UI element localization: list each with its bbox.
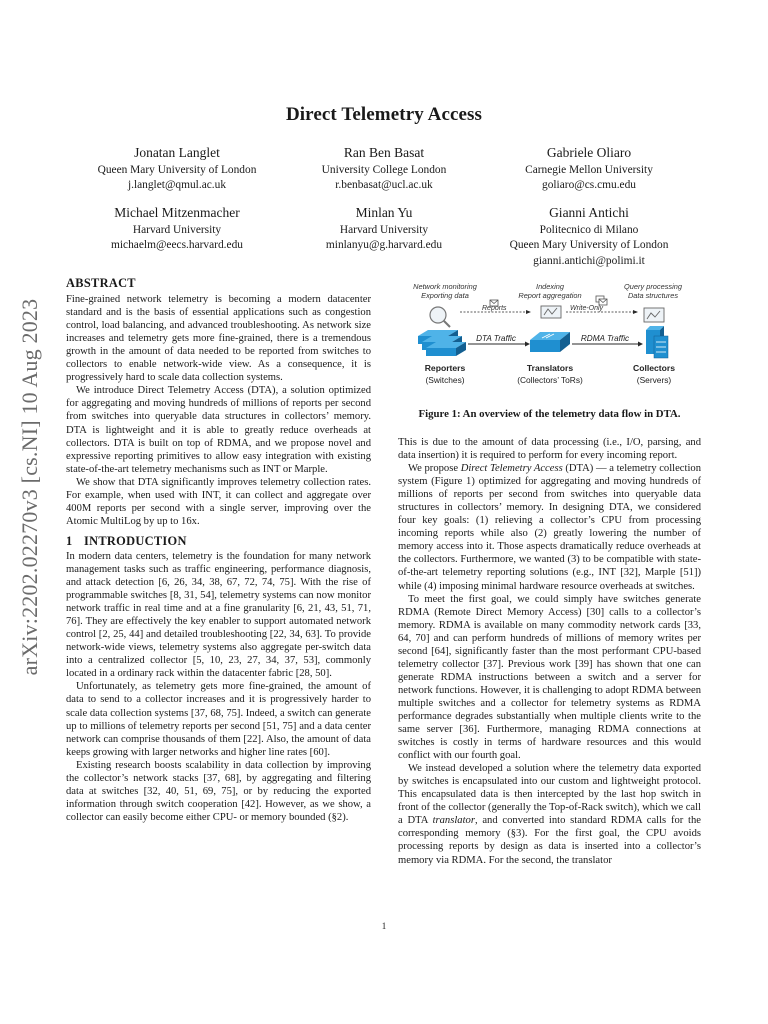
fig-label-collectors: Collectors	[632, 363, 676, 373]
arrow-head	[633, 310, 638, 314]
author-name: Jonatan Langlet	[134, 145, 220, 160]
body-paragraph	[398, 462, 701, 592]
author-email[interactable]: j.langlet@qmul.ac.uk	[127, 179, 227, 191]
section-title: INTRODUCTION	[84, 533, 187, 548]
author-2	[269, 145, 499, 194]
section-number: 1	[66, 533, 73, 548]
fig-label-reports: Reports	[482, 305, 507, 312]
author-email[interactable]: r.benbasat@ucl.ac.uk	[335, 179, 433, 191]
body-paragraph: To meet the first goal, we could simply have switches generate RDMA (Remote Direct Memory Access) [30] calls to a collector’s memory. RDMA is available on many commodity network cards [33, 64, 70] and can perform hundreds of millions of memory writes per second [64], significantly faster than the most performant CPU-based telemetry collector [37]. Previous work [39] has shown that one can generate RDMA instructions between a switch and a server for network functions. However, it is challenging to adopt RDMA between multiple switches and a collector for telemetry systems as RDMA performance degrades substantially when multiple clients write to the same server [36]. Furthermore, managing RDMA connections at switches is costly in terms of hardware resources and this would conflict with our fourth goal.	[398, 593, 701, 762]
author-affiliation: University College London	[321, 163, 447, 176]
author-name: Gabriele Oliaro	[546, 145, 632, 160]
index-rack-icon	[541, 306, 561, 318]
body-paragraph: This is due to the amount of data processing (i.e., I/O, parsing, and data insertion) it is required to perform for every incoming report.	[398, 437, 701, 462]
figure-1-diagram	[398, 280, 698, 400]
reporters-switch-stack-icon	[418, 330, 466, 356]
text-run: , and converted into standard RDMA calls for the corresponding memory (§3). For the first goal, the CPU avoids processing reports by design as data is inserted into a collector’s memory via RDMA. For the second, the translator	[398, 815, 701, 866]
intro-heading	[66, 535, 371, 548]
fig-label-rdma-traffic: RDMA Traffic	[580, 334, 630, 343]
author-5	[269, 205, 499, 254]
abstract-paragraph: We introduce Direct Telemetry Access (DTA), a solution optimized for aggregating and moving hundreds of millions of reports per second from switches into queryable data structures in collectors’ memory. DTA is lightweight and it is able to greatly reduce overheads at collectors. DTA is built on top of RDMA, and we propose novel and expressive reporting primitives to allow easy integration with existing state-of-the-art telemetry mechanisms such as INT or Marple.	[66, 385, 371, 475]
emphasis-text: translator	[432, 815, 475, 827]
fig-label-translators-sub: (Collectors’ ToRs)	[517, 375, 583, 385]
author-affiliation: Harvard University	[132, 223, 222, 236]
arrow-head	[526, 310, 531, 314]
intro-paragraph: In modern data centers, telemetry is the foundation for many network management tasks such as traffic engineering, performance diagnosis, and attack detection [6, 26, 34, 38, 67, 72, 74, 75]. With the rise of programmable switches [8, 31, 54], telemetry systems can now monitor network traffic in real time and at a fine granularity [6, 21, 43, 51, 71, 76]. They are effectively the key enabler to support automated network control [2, 25, 44] and detailed troubleshooting [22, 34, 63]. To provide network-wide views, telemetry systems also aggregate per-switch data into a centralized collector [5, 10, 23, 27, 34, 37, 53], commonly located in a ordinary rack within the datacenter fabric [28, 50].	[66, 550, 371, 680]
author-3	[474, 145, 704, 194]
text-run: We propose	[408, 463, 461, 475]
author-4	[62, 205, 292, 254]
author-1	[62, 145, 292, 194]
fig-label-reporters: Reporters	[424, 363, 466, 373]
left-column	[66, 277, 371, 824]
abstract-paragraph: Fine-grained network telemetry is becoming a modern datacenter standard and is the basis of essential applications such as congestion control, load balancing, and advanced troubleshooting. As network size increases and telemetry gets more fine-grained, there is a tremendous growth in the amount of data needed to be reported from switches to collectors to enable network-wide view. As a consequence, it is progressively hard to scale data collection systems.	[66, 294, 371, 384]
author-affiliation: Harvard University	[339, 223, 429, 236]
fig-label-indexing: Indexing	[536, 282, 564, 291]
fig-label-dta-traffic: DTA Traffic	[476, 334, 516, 343]
author-name: Ran Ben Basat	[343, 145, 425, 160]
body-paragraph	[398, 762, 701, 866]
arrow-head	[525, 342, 530, 347]
arxiv-side-label	[0, 0, 60, 1024]
fig-label-write-only: Write-Only	[570, 305, 604, 312]
abstract-heading: ABSTRACT	[66, 276, 136, 290]
text-run: (DTA) — a telemetry collection system (Figure 1) optimized for aggregating and moving hundreds of millions of reports per second from switches into queryable data structures in collectors’ memory. In designing DTA, we considered four key goals: (1) relieving a collector’s CPU from processing incoming reports while also (2) greatly lowering the number of memory access into it. Those aspects dramatically reduce overheads at the collectors. Furthermore, we wanted (3) to be compatible with state-of-the-art telemetry reporting solutions (e.g., INT [32], Marple [51]) while (4) imposing minimal hardware resource overheads at switches.	[398, 463, 701, 592]
abstract-paragraph: We show that DTA significantly improves telemetry collection rates. For example, when used with INT, it can collect and aggregate over 400M reports per second with a single server, improving over the Atomic MultiLog by up to 16x.	[66, 476, 371, 527]
arrow-head	[638, 342, 643, 347]
fig-label-aggregation: Report aggregation	[518, 291, 582, 300]
author-affiliation-secondary: Queen Mary University of London	[509, 239, 669, 251]
fig-label-collectors-sub: (Servers)	[636, 375, 672, 385]
translator-switch-icon	[530, 332, 570, 352]
author-email[interactable]: goliaro@cs.cmu.edu	[542, 179, 636, 191]
author-name: Minlan Yu	[355, 205, 413, 220]
fig-label-exporting: Exporting data	[421, 291, 469, 300]
author-name: Gianni Antichi	[549, 205, 629, 220]
author-name: Michael Mitzenmacher	[114, 205, 240, 220]
arxiv-identifier: arXiv:2202.02270v3 [cs.NI] 10 Aug 2023	[17, 298, 42, 676]
author-email[interactable]: minlanyu@g.harvard.edu	[325, 239, 443, 251]
author-affiliation: Politecnico di Milano	[539, 223, 639, 236]
collectors-server-icon	[646, 326, 668, 358]
figure-caption: Figure 1: An overview of the telemetry data flow in DTA.	[418, 408, 681, 420]
envelope-stack-icon	[596, 296, 607, 305]
fig-label-query: Query processing	[624, 282, 682, 291]
author-email[interactable]: michaelm@eecs.harvard.edu	[111, 239, 243, 251]
fig-label-monitoring: Network monitoring	[413, 282, 477, 291]
fig-label-translators: Translators	[526, 363, 574, 373]
intro-paragraph: Existing research boosts scalability in data collection by improving the collector’s network stacks [37, 68], by aggregating and filtering data at switches [32, 40, 51, 69, 75], or by reducing the exported information through switch cooperation [42]. However, as we show, a collector can easily become either CPU- or memory bounded (§2).	[66, 759, 371, 823]
right-column	[398, 436, 701, 867]
author-affiliation: Queen Mary University of London	[97, 163, 257, 176]
author-6	[474, 205, 704, 269]
data-structure-icon	[644, 308, 664, 322]
emphasis-text: Direct Telemetry Access	[460, 463, 563, 475]
author-affiliation: Carnegie Mellon University	[525, 163, 653, 176]
intro-paragraph: Unfortunately, as telemetry gets more fine-grained, the amount of data to send to a collector increases and it is progressively harder to scale data collection systems [37, 68, 75]. Indeed, a switch can generate up to millions of telemetry reports per second [51, 75] and a data center network can comprise thousands of them [22]. Also, the amount of data keeps growing with larger networks and higher line rates [60].	[66, 681, 371, 758]
author-email[interactable]: gianni.antichi@polimi.it	[533, 254, 645, 267]
magnifier-icon	[430, 307, 450, 327]
paper-title: Direct Telemetry Access	[285, 104, 483, 125]
fig-label-datastructures: Data structures	[627, 291, 679, 300]
text-run: We instead developed a solution where the telemetry data exported by switches is encapsulated into our custom and lightweight protocol. This encapsulated data is then intercepted by the last hop switch in front of the collector (generally the Top-of-Rack switch), which we call a DTA	[398, 763, 701, 827]
page-number: 1	[381, 921, 387, 931]
fig-label-reporters-sub: (Switches)	[425, 375, 465, 385]
